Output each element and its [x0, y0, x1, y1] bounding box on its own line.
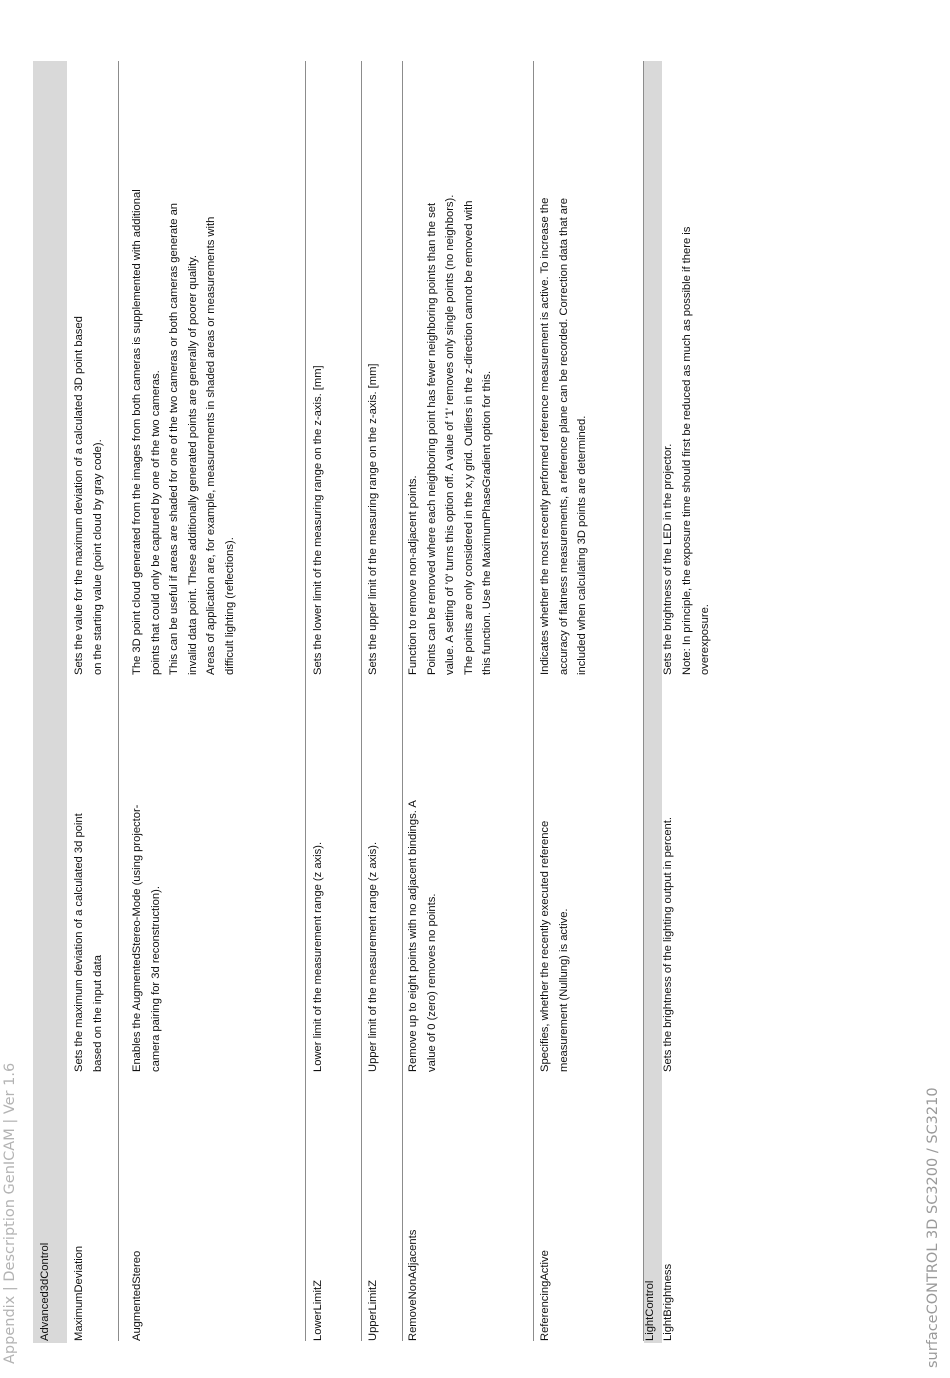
row-divider [305, 61, 306, 1341]
row-6-description [659, 712, 678, 1072]
row-5-detail-line: Indicates whether the most recently performed reference measurement is active. To increase the [539, 197, 551, 675]
row-2-description [309, 712, 328, 1072]
row-divider [402, 61, 403, 1341]
row-2-name: LowerLimitZ [312, 1280, 324, 1341]
row-4-detail-line: value. A setting of '0' turns this option off. A value of '1' removes only single points (no neighbors). [444, 194, 457, 675]
row-3-detail-line: Sets the upper limit of the measuring range on the z-axis. [mm] [367, 363, 379, 675]
group-band-advanced3dcontrol [33, 61, 67, 1343]
row-4-detail-line: this function. Use the MaximumPhaseGradient option for this. [481, 370, 494, 675]
row-4-detail [404, 35, 497, 675]
row-1-description-line: camera pairing for 3d reconstruction). [149, 886, 162, 1072]
row-5-detail [536, 35, 592, 675]
row-6-detail-line: Note: In principle, the exposure time should first be reduced as much as possible if there is [680, 226, 693, 675]
row-1-detail-line: difficult lighting (reflections). [223, 537, 236, 675]
row-5-detail-line: accuracy of flatness measurements, a reference plane can be recorded. Correction data that are [557, 198, 570, 675]
row-0-description [70, 712, 107, 1072]
row-divider [118, 61, 119, 1341]
row-6-name: LightBrightness [662, 1263, 674, 1341]
row-6-description-line: Sets the brightness of the lighting output in percent. [662, 817, 674, 1072]
row-0-detail-line: on the starting value (point cloud by gray code). [91, 439, 104, 675]
row-6-detail-line: Sets the brightness of the LED in the projector. [662, 443, 674, 675]
row-6-detail [659, 35, 715, 675]
row-1-detail-line: points that could only be captured by one of the two cameras. [149, 370, 162, 675]
row-4-detail-line: The points are only considered in the x,y grid. Outliers in the z-direction cannot be removed with [462, 200, 475, 675]
row-0-detail [70, 35, 107, 675]
row-3-description-line: Upper limit of the measurement range (z axis). [367, 841, 379, 1072]
row-0-description-line: Sets the maximum deviation of a calculated 3d point [73, 813, 85, 1072]
row-3-name: UpperLimitZ [367, 1280, 379, 1341]
row-1-name: AugmentedStereo [131, 1250, 143, 1341]
row-2-description-line: Lower limit of the measurement range (z axis). [312, 841, 324, 1072]
row-5-detail-line: included when calculating 3D points are determined. [576, 415, 589, 675]
row-divider [533, 61, 534, 1341]
group-label-advanced3dcontrol: Advanced3dControl [39, 1242, 51, 1341]
row-2-detail [309, 35, 328, 675]
row-0-description-line: based on the input data [91, 955, 104, 1072]
row-4-detail-line: Function to remove non-adjacent points. [407, 475, 419, 675]
row-4-name: RemoveNonAdjacents [407, 1229, 419, 1341]
row-5-description-line: measurement (Nullung) is active. [557, 908, 570, 1072]
row-0-detail-line: Sets the value for the maximum deviation of a calculated 3D point based [73, 316, 85, 675]
row-3-description [364, 712, 383, 1072]
row-4-description [404, 712, 441, 1072]
row-3-detail [364, 35, 383, 675]
row-4-description-line: value of 0 (zero) removes no points. [425, 893, 438, 1072]
row-1-detail [128, 35, 240, 675]
page-header-title: Appendix | Description GenICAM | Ver 1.6 [2, 1062, 18, 1364]
row-1-detail-line: This can be useful if areas are shaded for one of the two cameras or both cameras generate an [168, 202, 181, 675]
row-4-detail-line: Points can be removed where each neighboring point has fewer neighboring points than the set [425, 202, 438, 675]
row-4-description-line: Remove up to eight points with no adjacent bindings. A [407, 800, 419, 1072]
row-1-detail-line: invalid data point. These additionally generated points are generally of poorer quality. [186, 254, 199, 675]
row-2-detail-line: Sets the lower limit of the measuring range on the z-axis. [mm] [312, 365, 324, 675]
group-label-lightcontrol: LightControl [644, 1280, 656, 1341]
row-5-name: ReferencingActive [539, 1250, 551, 1341]
row-5-description-line: Specifies, whether the recently executed reference [539, 820, 551, 1072]
page-footer-title: surfaceCONTROL 3D SC3200 / SC3210 [925, 1087, 941, 1368]
row-divider [361, 61, 362, 1341]
row-1-description [128, 712, 165, 1072]
row-5-description [536, 712, 573, 1072]
row-1-detail-line: Areas of application are, for example, measurements in shaded areas or measurements with [205, 216, 218, 675]
row-1-detail-line: The 3D point cloud generated from the images from both cameras is supplemented with additional [131, 189, 143, 675]
row-6-detail-line: overexposure. [699, 604, 712, 675]
row-1-description-line: Enables the AugmentedStereo-Mode (using projector- [131, 804, 143, 1072]
row-0-name: MaximumDeviation [73, 1245, 85, 1341]
